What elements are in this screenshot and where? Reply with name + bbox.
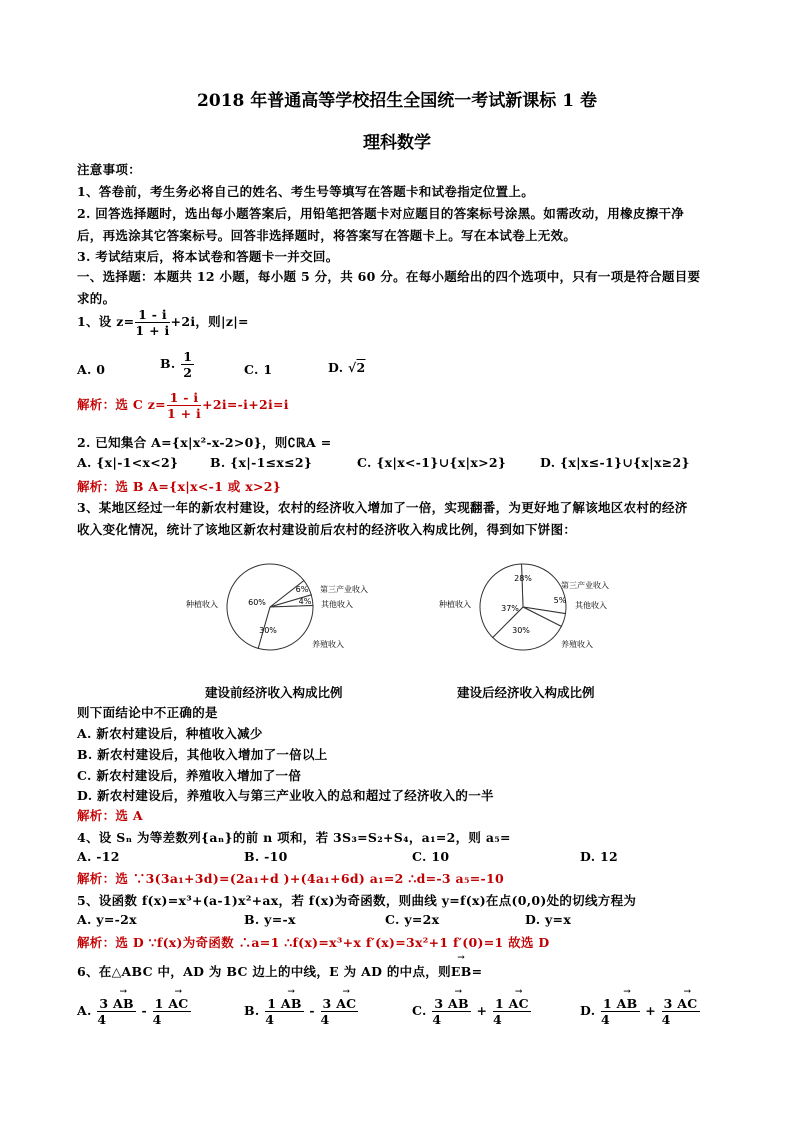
q3-option-a: A. 新农村建设后，种植收入减少: [77, 726, 263, 741]
pie-chart-before: [186, 564, 368, 650]
pie-percent-label: 30%: [512, 626, 530, 635]
pie-category-label: 养殖收入: [561, 640, 593, 649]
pie-category-label: 其他收入: [321, 600, 353, 609]
q3-option-d: D. 新农村建设后，养殖收入与第三产业收入的总和超过了经济收入的一半: [77, 788, 494, 803]
q4-option-c: C. 10: [412, 849, 450, 864]
notice-item-2b: 后，再选涂其它答案标号。回答非选择题时，将答案写在答题卡上。写在本试卷上无效。: [77, 228, 577, 243]
q6-option-c: C. $\frac{3 \to AB}{4}$ + $\frac{1 \to AC}{4}$: [412, 996, 532, 1027]
q2-option-d: D. {x|x≤-1}∪{x|x≥2}: [540, 455, 690, 470]
pie-category-label: 第三产业收入: [320, 585, 368, 594]
q1-option-c: C. 1: [244, 362, 273, 377]
question-6-stem: 6、在△ABC 中，AD 为 BC 边上的中线，E 为 AD 的中点，则→ EB=: [77, 962, 482, 980]
pie-category-label: 种植收入: [439, 600, 471, 609]
pie-category-label: 其他收入: [575, 601, 607, 610]
pie-charts: [180, 560, 609, 660]
pie-percent-label: 28%: [514, 574, 532, 583]
q4-option-d: D. 12: [580, 849, 618, 864]
pie-percent-label: 30%: [259, 626, 277, 635]
q3-option-b: B. 新农村建设后，其他收入增加了一倍以上: [77, 747, 328, 762]
q3-question: 则下面结论中不正确的是: [77, 705, 218, 720]
question-3-stem-1: 3、某地区经过一年的新农村建设，农村的经济收入增加了一倍，实现翻番，为更好地了解该地区农村的经济: [77, 500, 688, 515]
pie-chart-after: [439, 564, 609, 650]
notice-item-3: 3. 考试结束后，将本试卷和答题卡一并交回。: [77, 249, 339, 264]
q1-option-b: B. $\frac{1}{2}$: [160, 349, 193, 380]
q1-option-d: D. √2: [328, 360, 366, 375]
notice-heading: 注意事项：: [77, 162, 142, 177]
pie-category-label: 种植收入: [186, 600, 218, 609]
question-5-stem: 5、设函数 f(x)=x³+(a-1)x²+ax，若 f(x)为奇函数，则曲线 y=f(x)在点(0,0)处的切线方程为: [77, 893, 637, 908]
pie-percent-label: 6%: [295, 585, 309, 594]
q3-answer: 解析：选 A: [77, 808, 143, 823]
question-4-stem: 4、设 Sₙ 为等差数列{aₙ}的前 n 项和，若 3S₃=S₂+S₄，a₁=2，则 a₅=: [77, 830, 511, 845]
question-3-stem-2: 收入变化情况，统计了该地区新农村建设前后农村的经济收入构成比例，得到如下饼图：: [77, 522, 577, 537]
q5-option-d: D. y=x: [525, 912, 572, 927]
page-title: 2018 年普通高等学校招生全国统一考试新课标 1 卷: [197, 91, 597, 111]
chart-caption-after: 建设后经济收入构成比例: [457, 685, 595, 700]
q6-option-d: D. $\frac{1 \to AB}{4}$ + $\frac{3 \to AC}{4}$: [580, 996, 701, 1027]
chart-caption-before: 建设前经济收入构成比例: [205, 685, 343, 700]
page-subtitle: 理科数学: [363, 133, 431, 153]
q5-answer: 解析：选 D ∵f(x)为奇函数 ∴a=1 ∴f(x)=x³+x f′(x)=3x²+1 f′(0)=1 故选 D: [77, 935, 550, 950]
q2-option-b: B. {x|-1≤x≤2}: [210, 455, 313, 470]
q4-option-b: B. -10: [244, 849, 288, 864]
q5-option-b: B. y=-x: [244, 912, 296, 927]
q5-option-c: C. y=2x: [385, 912, 440, 927]
q5-option-a: A. y=-2x: [77, 912, 137, 927]
q6-option-a: A. $\frac{3 \to AB}{4}$ - $\frac{1 \to AC}{4}$: [77, 996, 192, 1027]
q4-answer: 解析：选 ∵3(3a₁+3d)=(2a₁+d )+(4a₁+6d) a₁=2 ∴d=-3 a₅=-10: [77, 871, 504, 886]
pie-percent-label: 5%: [553, 596, 567, 605]
q4-option-a: A. -12: [77, 849, 120, 864]
pie-category-label: 第三产业收入: [561, 581, 609, 590]
q1-option-a: A. 0: [77, 362, 106, 377]
q2-answer: 解析：选 B A={x|x<-1 或 x>2}: [77, 479, 282, 494]
question-1-stem: 1、设 z= $\frac{1 - i}{1 + i}$ +2i，则|z|=: [77, 307, 249, 338]
q2-option-a: A. {x|-1<x<2}: [77, 455, 179, 470]
notice-item-2a: 2. 回答选择题时，选出每小题答案后，用铅笔把答题卡对应题目的答案标号涂黑。如需改动，用橡皮擦干净: [77, 206, 685, 221]
notice-item-1: 1、答卷前，考生务必将自己的姓名、考生号等填写在答题卡和试卷指定位置上。: [77, 184, 534, 199]
pie-percent-label: 37%: [501, 604, 519, 613]
pie-percent-label: 60%: [248, 598, 266, 607]
pie-category-label: 养殖收入: [312, 640, 344, 649]
pie-percent-label: 4%: [298, 597, 312, 606]
section-heading-1a: 一、选择题：本题共 12 小题，每小题 5 分，共 60 分。在每小题给出的四个选项中，只有一项是符合题目要: [77, 269, 701, 284]
q3-option-c: C. 新农村建设后，养殖收入增加了一倍: [77, 768, 302, 783]
question-2-stem: 2. 已知集合 A={x|x²-x-2>0}，则∁ℝA =: [77, 435, 332, 450]
section-heading-1b: 求的。: [77, 291, 116, 306]
q1-answer: 解析：选 C z= $\frac{1 - i}{1 + i}$ +2i=-i+2i=i: [77, 390, 289, 421]
pie-slice-1-1: [521, 564, 566, 614]
q6-option-b: B. $\frac{1 \to AB}{4}$ - $\frac{3 \to AC}{4}$: [244, 996, 359, 1027]
q2-option-c: C. {x|x<-1}∪{x|x>2}: [357, 455, 507, 470]
